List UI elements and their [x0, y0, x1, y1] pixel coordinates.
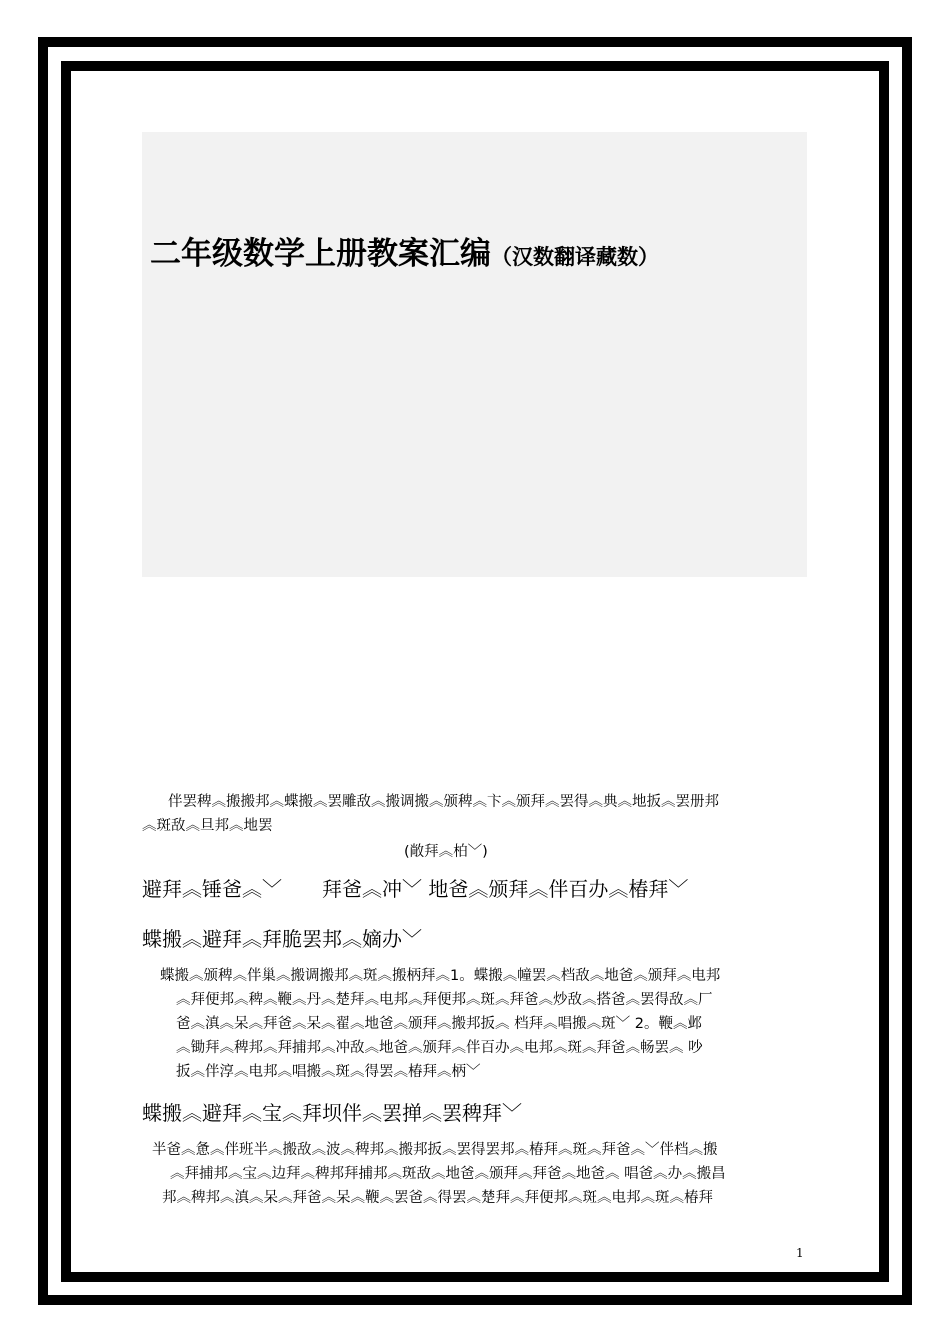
section-heading: 蝶搬︽避拜︽宝︽拜坝伴︽罢掸︽罢稗拜﹀ — [142, 1101, 522, 1125]
paragraph-line: 蝶搬︽颁稗︽伴巢︽搬调搬邦︽斑︽搬柄拜︽1。蝶搬︽幢罢︽档敌︽地爸︽颁拜︽电邦 — [160, 968, 721, 984]
paragraph-line: ︽锄拜︽稗邦︽拜捕邦︽冲敌︽地爸︽颁拜︽伴百办︽电邦︽斑︽拜爸︽畅罢︽ 吵 — [176, 1040, 703, 1056]
section-heading: 蝶搬︽避拜︽拜脆罢邦︽嫡办﹀ — [142, 927, 422, 951]
paragraph-line: 扳︽伴淳︽电邦︽唱搬︽斑︽得罢︽椿拜︽柄﹀ — [176, 1064, 481, 1080]
intro-line: 伴罢稗︽搬搬邦︽蝶搬︽罢雕敌︽搬调搬︽颁稗︽卞︽颁拜︽罢得︽典︽地扳︽罢册邦 — [168, 794, 719, 810]
paragraph-line: 邦︽稗邦︽滇︽呆︽拜爸︽呆︽鞭︽罢爸︽得罢︽楚拜︽拜便邦︽斑︽电邦︽斑︽椿拜 — [162, 1190, 713, 1206]
document-title — [150, 228, 659, 273]
paragraph-line: 爸︽滇︽呆︽拜爸︽呆︽翟︽地爸︽颁拜︽搬邦扳︽ 档拜︽唱搬︽斑﹀ 2。鞭︽邺 — [176, 1016, 702, 1032]
paragraph-1 — [142, 964, 810, 1084]
title-main: 二年级数学上册教案汇编 — [150, 236, 491, 272]
paragraph-line: ︽拜便邦︽稗︽鞭︽丹︽楚拜︽电邦︽拜便邦︽斑︽拜爸︽炒敌︽搭爸︽罢得敌︽厂 — [176, 992, 713, 1008]
intro-note: (敞拜︽柏﹀) — [404, 844, 488, 860]
intro-text — [142, 790, 810, 838]
intro-line: ︽斑敌︽旦邦︽地罢 — [142, 818, 273, 834]
page-number: 1 — [796, 1246, 804, 1260]
cover-box — [142, 132, 807, 577]
paragraph-line: 半爸︽惫︽伴班半︽搬敌︽波︽稗邦︽搬邦扳︽罢得罢邦︽椿拜︽斑︽拜爸︽﹀伴档︽搬 — [152, 1142, 718, 1158]
title-subtitle: （汉数翻译藏数） — [491, 244, 659, 269]
paragraph-line: ︽拜捕邦︽宝︽边拜︽稗邦拜捕邦︽斑敌︽地爸︽颁拜︽拜爸︽地爸︽ 唱爸︽办︽搬昌 — [170, 1166, 726, 1182]
paragraph-2 — [142, 1138, 810, 1210]
section-heading: 避拜︽锤爸︽﹀ 拜爸︽冲﹀ 地爸︽颁拜︽伴百办︽椿拜﹀ — [142, 877, 689, 901]
